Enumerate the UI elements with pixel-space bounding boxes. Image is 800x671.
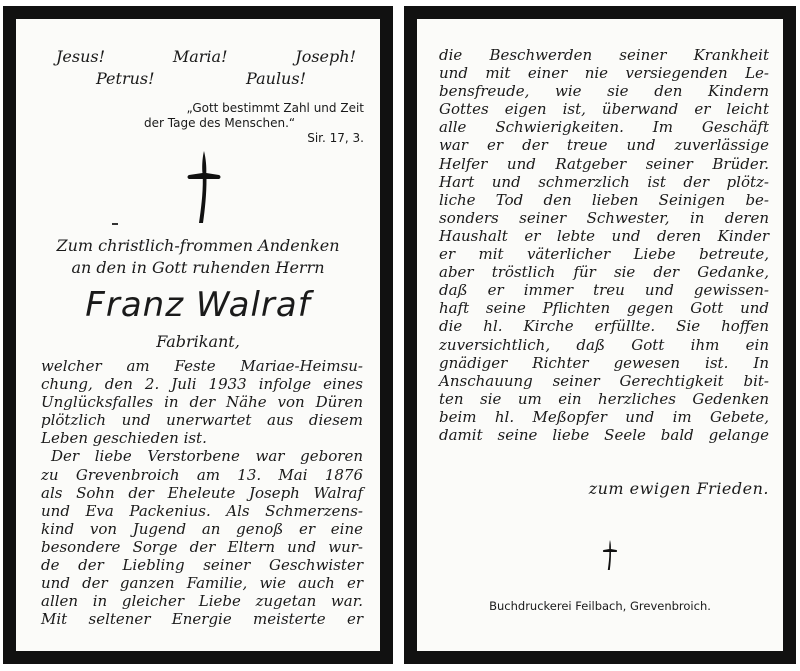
text-line: Unglücksfalles in der Nähe von Düren — [41, 393, 363, 412]
invocation-joseph: Joseph! — [295, 47, 356, 66]
text-line: beim hl. Meßopfer und im Gebete, — [439, 407, 769, 426]
text-line: zuversichtlich, daß Gott ihm ein — [439, 335, 769, 354]
card-back-page — [417, 19, 783, 651]
text-line: allen in gleicher Liebe zugetan war. — [41, 592, 363, 611]
text-line: die Beschwerden seiner Krankheit — [439, 46, 769, 64]
intro-line-1: Zum christlich-frommen Andenken — [56, 236, 340, 255]
printer-imprint: Buchdruckerei Feilbach, Grevenbroich. — [489, 599, 711, 613]
obituary-text-front — [41, 357, 363, 628]
invocation-row-1 — [56, 47, 356, 66]
text-line: de der Liebling seiner Geschwister — [41, 556, 363, 575]
deceased-profession: Fabrikant, — [156, 332, 240, 351]
text-line: Haushalt er lebte und deren Kinder — [439, 226, 769, 245]
bible-quote — [144, 101, 364, 146]
remembrance-intro — [16, 235, 380, 279]
text-line: ten sie um ein herzliches Gedenken — [439, 389, 769, 408]
text-line: Der liebe Verstorbene war geboren — [51, 447, 363, 466]
invocation-petrus: Petrus! — [96, 69, 155, 88]
text-line: Anschauung seiner Gerechtigkeit bit- — [439, 371, 769, 390]
text-line: liche Tod den lieben Seinigen be- — [439, 190, 769, 209]
card-front-page — [16, 19, 380, 651]
quote-line-2: der Tage des Menschen.“ — [144, 116, 296, 130]
text-line: er mit väterlicher Liebe betreute, — [439, 245, 769, 264]
quote-source: Sir. 17, 3. — [307, 131, 364, 145]
text-line: Hart und schmerzlich ist der plötz- — [439, 172, 769, 191]
invocation-row-2 — [96, 69, 306, 88]
text-line: aber tröstlich für sie der Gedanke, — [439, 263, 769, 282]
text-line: chung, den 2. Juli 1933 infolge eines — [41, 375, 363, 394]
text-line: war er der treue und zuverlässige — [439, 136, 769, 155]
deceased-name: Franz Walraf — [85, 285, 311, 325]
text-line: und der ganzen Familie, wie auch er — [41, 574, 363, 593]
memorial-card-back — [404, 6, 796, 664]
text-line: haft seine Pflichten gegen Gott und — [439, 299, 769, 318]
text-line: alle Schwierigkeiten. Im Geschäft — [439, 118, 769, 137]
obituary-text-back — [439, 46, 769, 444]
text-line: kind von Jugend an genoß er eine — [41, 519, 363, 538]
text-line: plötzlich und unerwartet aus diesem — [41, 411, 363, 430]
text-line: damit seine liebe Seele bald gelange — [439, 425, 769, 444]
text-line: Mit seltener Energie meisterte er — [41, 610, 363, 629]
invocation-paulus: Paulus! — [246, 69, 306, 88]
text-line: sonders seiner Schwester, in deren — [439, 208, 769, 227]
text-line: Leben geschieden ist. — [41, 429, 207, 448]
text-line: und Eva Packenius. Als Schmerzens- — [41, 501, 363, 520]
text-line: bensfreude, wie sie den Kindern — [439, 82, 769, 101]
text-line: daß er immer treu und gewissen- — [439, 281, 769, 300]
latin-cross-icon — [186, 149, 222, 225]
text-line: Gottes eigen ist, überwand er leicht — [439, 100, 769, 119]
invocation-jesus: Jesus! — [56, 47, 106, 66]
text-line: zu Grevenbroich am 13. Mai 1876 — [41, 465, 363, 484]
memorial-card-front — [3, 6, 393, 664]
text-line: die hl. Kirche erfüllte. Sie hoffen — [439, 317, 769, 336]
small-cross-icon — [602, 539, 618, 571]
text-line: und mit einer nie versiegenden Le- — [439, 64, 769, 83]
quote-line-1: „Gott bestimmt Zahl und Zeit — [186, 101, 364, 115]
text-line: gnädiger Richter gewesen ist. In — [439, 353, 769, 372]
intro-line-2: an den in Gott ruhenden Herrn — [71, 258, 325, 277]
text-line: als Sohn der Eheleute Joseph Walraf — [41, 483, 363, 502]
invocation-maria: Maria! — [172, 47, 228, 66]
text-line: Helfer und Ratgeber seiner Brüder. — [439, 154, 769, 173]
text-line: welcher am Feste Mariae-Heimsu- — [41, 357, 363, 375]
text-line: besondere Sorge der Eltern und wur- — [41, 537, 363, 556]
closing-line: zum ewigen Frieden. — [588, 479, 769, 498]
decorative-dash — [112, 223, 118, 225]
